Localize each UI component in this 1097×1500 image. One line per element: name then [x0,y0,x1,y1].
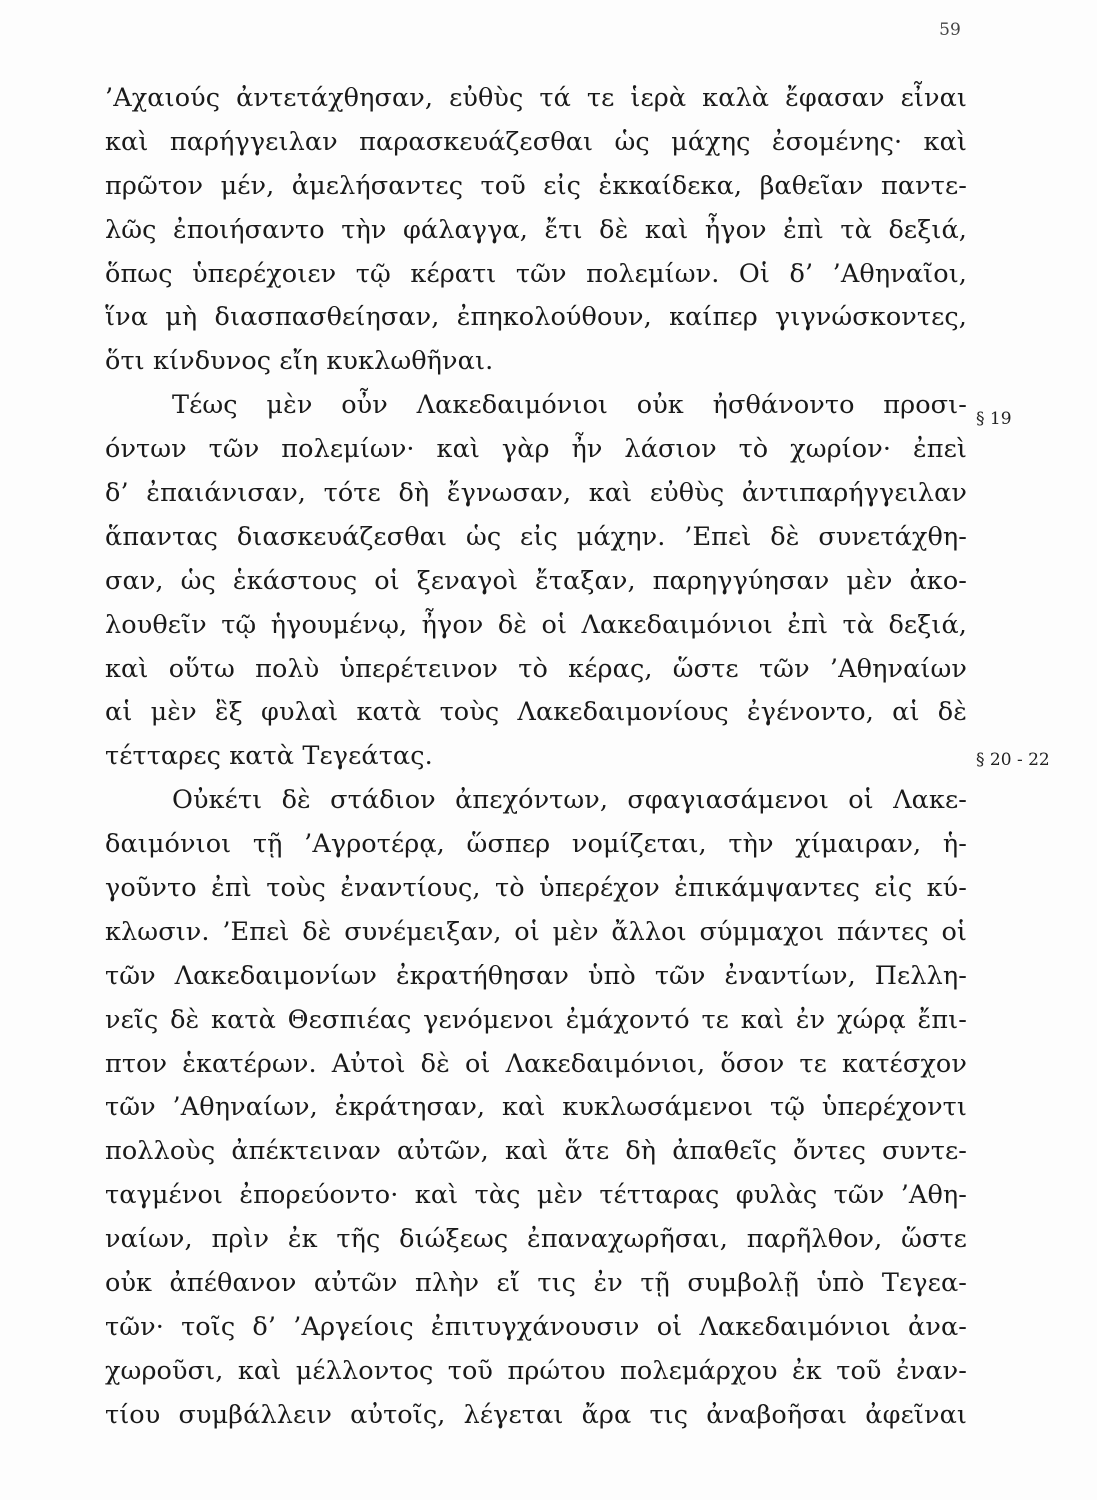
section-marker: § 20 - 22 [976,750,1050,770]
text-line: ὅπως ὑπερέχοιεν τῷ κέρατι τῶν πολεμίων. Οἱ δ’ ’Αθηναῖοι, [105,258,967,289]
text-line: πτον ἑκατέρων. Αὐτοὶ δὲ οἱ Λακεδαιμόνιοι, ὅσον τε κατέσχον [105,1048,967,1079]
text-line: ταγμένοι ἐπορεύοντο· καὶ τὰς μὲν τέτταρας φυλὰς τῶν ’Αθη- [105,1180,967,1211]
text-line: αἱ μὲν ἓξ φυλαὶ κατὰ τοὺς Λακεδαιμονίους ἐγένοντο, αἱ δὲ [105,697,967,728]
text-line: πολλοὺς ἀπέκτειναν αὐτῶν, καὶ ἅτε δὴ ἀπαθεῖς ὄντες συντε- [105,1136,967,1167]
text-line: όντων τῶν πολεμίων· καὶ γὰρ ἦν λάσιον τὸ χωρίον· ἐπεὶ [105,434,967,465]
text-line: οὐκ ἀπέθανον αὐτῶν πλὴν εἴ τις ἐν τῇ συμβολῇ ὑπὸ Τεγεα- [105,1268,967,1299]
text-line: τῶν ’Αθηναίων, ἐκράτησαν, καὶ κυκλωσάμενοι τῷ ὑπερέχοντι [105,1092,967,1123]
text-line: δαιμόνιοι τῇ ’Αγροτέρᾳ, ὥσπερ νομίζεται, τὴν χίμαιραν, ἡ- [105,829,967,860]
text-line: πρῶτον μέν, ἀμελήσαντες τοῦ εἰς ἑκκαίδεκα, βαθεῖαν παντε- [105,170,967,201]
main-text [105,77,967,1438]
text-line: Τέως μὲν οὖν Λακεδαιμόνιοι οὐκ ἠσθάνοντο προσι- [172,390,967,421]
text-line: καὶ οὕτω πολὺ ὑπερέτεινον τὸ κέρας, ὥστε τῶν ’Αθηναίων [105,653,967,684]
text-line: δ’ ἐπαιάνισαν, τότε δὴ ἔγνωσαν, καὶ εὐθὺς ἀντιπαρήγγειλαν [105,478,967,509]
text-line: ἵνα μὴ διασπασθείησαν, ἐπηκολούθουν, καίπερ γιγνώσκοντες, [105,302,967,333]
text-line: λουθεῖν τῷ ἡγουμένῳ, ἦγον δὲ οἱ Λακεδαιμόνιοι ἐπὶ τὰ δεξιά, [105,609,967,640]
text-line: ἅπαντας διασκευάζεσθαι ὡς εἰς μάχην. ’Επεὶ δὲ συνετάχθη- [105,521,967,552]
text-line: ’Αχαιούς ἀντετάχθησαν, εὐθὺς τά τε ἱερὰ καλὰ ἔφασαν εἶναι [105,83,967,113]
text-line: χωροῦσι, καὶ μέλλοντος τοῦ πρώτου πολεμάρχου ἐκ τοῦ ἐναν- [105,1355,967,1386]
text-line: τέτταρες κατὰ Τεγεάτας. [105,741,433,772]
text-line: καὶ παρήγγειλαν παρασκευάζεσθαι ὡς μάχης ἐσομένης· καὶ [105,126,967,157]
text-line: λῶς ἐποιήσαντο τὴν φάλαγγα, ἔτι δὲ καὶ ἦγον ἐπὶ τὰ δεξιά, [105,214,967,245]
section-marker: § 19 [976,409,1012,429]
text-line: τίου συμβάλλειν αὐτοῖς, λέγεται ἄρα τις ἀναβοῆσαι ἀφεῖναι [105,1399,967,1430]
text-line: τῶν· τοῖς δ’ ’Αργείοις ἐπιτυγχάνουσιν οἱ Λακεδαιμόνιοι ἀνα- [105,1311,967,1342]
text-line: τῶν Λακεδαιμονίων ἐκρατήθησαν ὑπὸ τῶν ἐναντίων, Πελλη- [105,960,967,991]
page-number: 59 [939,20,961,40]
text-line: νεῖς δὲ κατὰ Θεσπιέας γενόμενοι ἐμάχοντό τε καὶ ἐν χώρᾳ ἔπι- [105,1004,967,1035]
text-line: ὅτι κίνδυνος εἴη κυκλωθῆναι. [105,346,494,377]
text-line: κλωσιν. ’Επεὶ δὲ συνέμειξαν, οἱ μὲν ἄλλοι σύμμαχοι πάντες οἱ [105,916,967,947]
text-line: Οὐκέτι δὲ στάδιον ἀπεχόντων, σφαγιασάμενοι οἱ Λακε- [172,785,967,816]
text-line: σαν, ὡς ἑκάστους οἱ ξεναγοὶ ἔταξαν, παρηγγύησαν μὲν ἀκο- [105,565,967,596]
text-line: ναίων, πρὶν ἐκ τῆς διώξεως ἐπαναχωρῆσαι, παρῆλθον, ὥστε [105,1224,967,1255]
text-line: γοῦντο ἐπὶ τοὺς ἐναντίους, τὸ ὑπερέχον ἐπικάμψαντες εἰς κύ- [105,873,967,904]
